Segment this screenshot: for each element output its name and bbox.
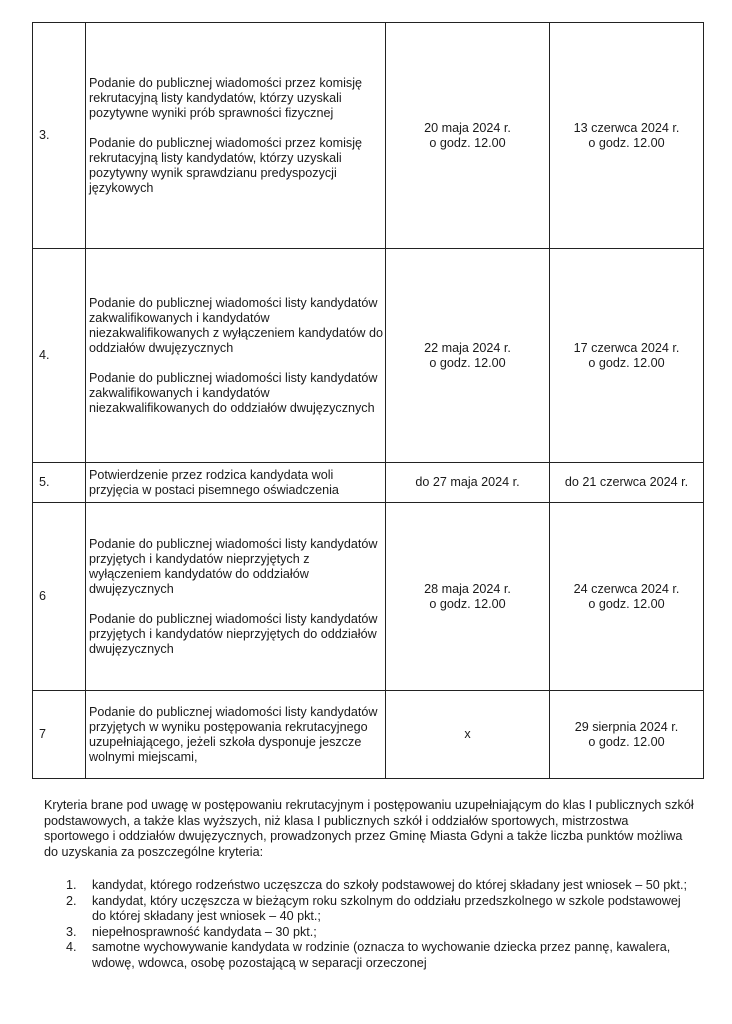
description-paragraph: Podanie do publicznej wiadomości listy kandydatów przyjętych w wyniku postępowania rekrutacyjnego uzupełniającego, jeżeli szkoła dysponuje jeszcze wolnymi miejscami, <box>89 704 378 764</box>
time-line: o godz. 12.00 <box>588 734 665 749</box>
supplementary-date <box>550 691 704 779</box>
table-row <box>33 503 704 691</box>
date-line: 28 maja 2024 r. <box>424 581 511 596</box>
row-description <box>86 503 386 691</box>
list-item-text: kandydat, który uczęszcza w bieżącym roku szkolnym do oddziału przedszkolnego w szkole podstawowej do której składany jest wniosek – 40 pkt.; <box>92 893 681 923</box>
row-description <box>86 463 386 503</box>
description-paragraph: Podanie do publicznej wiadomości listy kandydatów przyjętych i kandydatów nieprzyjętych z wyłączeniem kandydatów do oddziałów dwujęzycznych <box>89 536 378 596</box>
row-number: 3. <box>33 23 86 249</box>
time-line: o godz. 12.00 <box>429 135 506 150</box>
list-item <box>44 878 694 894</box>
time-line: o godz. 12.00 <box>588 596 665 611</box>
supplementary-date <box>550 23 704 249</box>
criteria-list <box>44 878 694 971</box>
date-line: 29 sierpnia 2024 r. <box>574 719 679 734</box>
row-number: 5. <box>33 463 86 503</box>
description-paragraph: Podanie do publicznej wiadomości listy kandydatów przyjętych i kandydatów nieprzyjętych do oddziałów dwujęzycznych <box>89 611 378 656</box>
table-row <box>33 691 704 779</box>
recruitment-date <box>386 691 550 779</box>
recruitment-date <box>386 249 550 463</box>
list-number: 3. <box>66 924 77 939</box>
table-row <box>33 463 704 503</box>
date-line: do 21 czerwca 2024 r. <box>564 475 689 489</box>
list-number: 1. <box>66 878 77 892</box>
list-number: 2. <box>66 893 77 908</box>
date-line: 22 maja 2024 r. <box>424 340 511 355</box>
recruitment-date <box>386 23 550 249</box>
list-item-text: samotne wychowywanie kandydata w rodzinie (oznacza to wychowanie dziecka przez pannę, kawalera, wdowę, wdowca, osobę pozostającą w separacji orzeczonej <box>92 940 671 970</box>
row-description <box>86 23 386 249</box>
list-number: 4. <box>66 940 77 954</box>
description-paragraph: Potwierdzenie przez rodzica kandydata woli przyjęcia w postaci pisemnego oświadczenia <box>89 467 339 497</box>
time-line: o godz. 12.00 <box>429 355 506 370</box>
description-paragraph: Podanie do publicznej wiadomości listy kandydatów zakwalifikowanych i kandydatów niezakwalifikowanych z wyłączeniem kandydatów do oddziałów dwujęzycznych <box>89 295 383 355</box>
supplementary-date <box>550 249 704 463</box>
date-line: do 27 maja 2024 r. <box>415 475 520 489</box>
time-line: o godz. 12.00 <box>588 135 665 150</box>
list-item-text: kandydat, którego rodzeństwo uczęszcza do szkoły podstawowej do której składany jest wniosek – 50 pkt.; <box>92 878 688 892</box>
description-paragraph: Podanie do publicznej wiadomości listy kandydatów zakwalifikowanych i kandydatów niezakwalifikowanych do oddziałów dwujęzycznych <box>89 370 378 415</box>
date-line: 13 czerwca 2024 r. <box>573 120 680 135</box>
date-line: x <box>464 727 471 741</box>
row-number: 7 <box>33 691 86 779</box>
time-line: o godz. 12.00 <box>588 355 665 370</box>
row-description <box>86 249 386 463</box>
list-item <box>44 894 694 925</box>
date-line: 24 czerwca 2024 r. <box>573 581 680 596</box>
supplementary-date <box>550 463 704 503</box>
schedule-table <box>32 22 704 779</box>
criteria-section <box>44 798 694 971</box>
table-row <box>33 249 704 463</box>
table-row <box>33 23 704 249</box>
date-line: 17 czerwca 2024 r. <box>573 340 680 355</box>
date-line: 20 maja 2024 r. <box>424 120 511 135</box>
row-description <box>86 691 386 779</box>
description-paragraph: Podanie do publicznej wiadomości przez komisję rekrutacyjną listy kandydatów, którzy uzyskali pozytywne wyniki prób sprawności fizycznej <box>89 75 363 120</box>
recruitment-date <box>386 463 550 503</box>
supplementary-date <box>550 503 704 691</box>
description-paragraph: Podanie do publicznej wiadomości przez komisję rekrutacyjną listy kandydatów, którzy uzyskali pozytywny wynik sprawdzianu predyspozycji językowych <box>89 135 363 195</box>
list-item <box>44 940 694 971</box>
time-line: o godz. 12.00 <box>429 596 506 611</box>
list-item-text: niepełnosprawność kandydata – 30 pkt.; <box>92 924 317 939</box>
recruitment-date <box>386 503 550 691</box>
criteria-intro: Kryteria brane pod uwagę w postępowaniu rekrutacyjnym i postępowaniu uzupełniającym do klas I publicznych szkół podstawowych, a także klas wyższych, niż klasa I publicznych szkół i oddziałów sportowych, mistrzostwa sportowego i oddziałów dwujęzycznych, prowadzonych przez Gminę Miasta Gdyni a także liczba punktów możliwa do uzyskania za poszczególne kryteria: <box>44 798 694 859</box>
row-number: 6 <box>33 503 86 691</box>
row-number: 4. <box>33 249 86 463</box>
list-item <box>44 925 694 941</box>
